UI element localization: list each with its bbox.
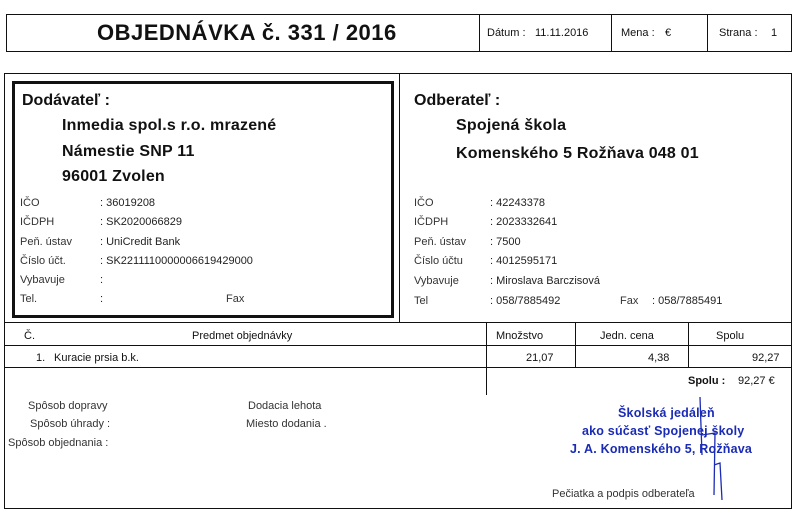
row-item: Kuracie prsia b.k.: [54, 352, 139, 364]
currency-value: €: [665, 27, 672, 39]
stamp-line-3: J. A. Komenského 5, Rožňava: [570, 442, 753, 456]
customer-ico-label: IČO: [414, 197, 434, 209]
order-header: [6, 14, 792, 52]
table-top-border: [4, 322, 792, 323]
customer-name: Spojená škola: [456, 117, 567, 134]
customer-tel-value: : 058/7885492: [490, 295, 561, 307]
customer-fax-label: Fax: [620, 295, 639, 307]
sum-label: Spolu :: [688, 375, 726, 387]
date-label: Dátum :: [487, 27, 526, 39]
signature-label: Pečiatka a podpis odberateľa: [552, 488, 695, 500]
customer-icdph-value: : 2023332641: [490, 216, 558, 228]
supplier-ico-label: IČO: [20, 197, 40, 209]
table-body-border: [4, 367, 792, 368]
delivery-method-label: Spôsob dopravy: [28, 400, 108, 412]
customer-ico-value: : 42243378: [490, 197, 546, 209]
supplier-icdph-label: IČDPH: [20, 216, 55, 228]
table-header-border: [4, 345, 792, 346]
supplier-account-label: Číslo účt.: [20, 255, 66, 267]
supplier-name: Inmedia spol.s r.o. mrazené: [62, 117, 277, 134]
supplier-account-value: : SK2211110000006619429000: [100, 255, 253, 267]
customer-bank-label: Peň. ústav: [414, 236, 466, 248]
payment-method-label: Spôsob úhrady :: [30, 418, 111, 430]
supplier-city: 96001 Zvolen: [62, 168, 165, 185]
row-no: 1.: [36, 352, 46, 364]
order-method-label: Spôsob objednania :: [8, 437, 109, 449]
row-total: 92,27: [752, 352, 780, 364]
column-header-total: Spolu: [716, 330, 745, 342]
order-title: OBJEDNÁVKA č. 331 / 2016: [97, 20, 397, 45]
supplier-handler-label: Vybavuje: [20, 274, 65, 286]
supplier-icdph-value: : SK2020066829: [100, 216, 182, 228]
supplier-street: Námestie SNP 11: [62, 143, 195, 160]
stamp-line-2: ako súčasť Spojenej školy: [582, 424, 745, 438]
stamp-line-1: Školská jedáleň: [618, 406, 715, 420]
customer-account-value: : 4012595171: [490, 255, 558, 267]
supplier-bank-label: Peň. ústav: [20, 236, 72, 248]
party-divider: [399, 73, 400, 322]
date-value: 11.11.2016: [535, 27, 589, 39]
column-header-no: Č.: [24, 330, 35, 342]
column-header-item: Predmet objednávky: [192, 330, 293, 342]
delivery-term-label: Dodacia lehota: [248, 400, 322, 412]
header-separator: [479, 15, 480, 51]
row-qty: 21,07: [526, 352, 554, 364]
column-header-qty: Množstvo: [496, 330, 544, 342]
delivery-place-label: Miesto dodania .: [246, 418, 327, 430]
column-divider: [486, 322, 487, 395]
signature-scribble: [680, 395, 740, 505]
page-label: Strana :: [719, 27, 758, 39]
sum-value: 92,27 €: [738, 375, 775, 387]
row-unit-price: 4,38: [648, 352, 670, 364]
header-separator: [611, 15, 612, 51]
supplier-heading: Dodávateľ :: [22, 92, 110, 109]
customer-address: Komenského 5 Rožňava 048 01: [456, 145, 699, 162]
customer-tel-label: Tel: [414, 295, 429, 307]
supplier-handler-value: :: [100, 274, 104, 286]
customer-bank-value: : 7500: [490, 236, 521, 248]
header-separator: [707, 15, 708, 51]
customer-handler-value: : Miroslava Barczisová: [490, 275, 601, 287]
column-header-unit-price: Jedn. cena: [600, 330, 654, 342]
currency-label: Mena :: [621, 27, 655, 39]
supplier-ico-value: : 36019208: [100, 197, 156, 209]
supplier-bank-value: : UniCredit Bank: [100, 236, 181, 248]
customer-heading: Odberateľ :: [414, 92, 501, 109]
customer-handler-label: Vybavuje: [414, 275, 459, 287]
supplier-fax-label: Fax: [226, 293, 245, 305]
customer-fax-value: : 058/7885491: [652, 295, 723, 307]
customer-icdph-label: IČDPH: [414, 216, 449, 228]
supplier-tel-value: :: [100, 293, 104, 305]
supplier-tel-label: Tel.: [20, 293, 38, 305]
customer-account-label: Číslo účtu: [414, 255, 463, 267]
page-value: 1: [771, 27, 778, 39]
